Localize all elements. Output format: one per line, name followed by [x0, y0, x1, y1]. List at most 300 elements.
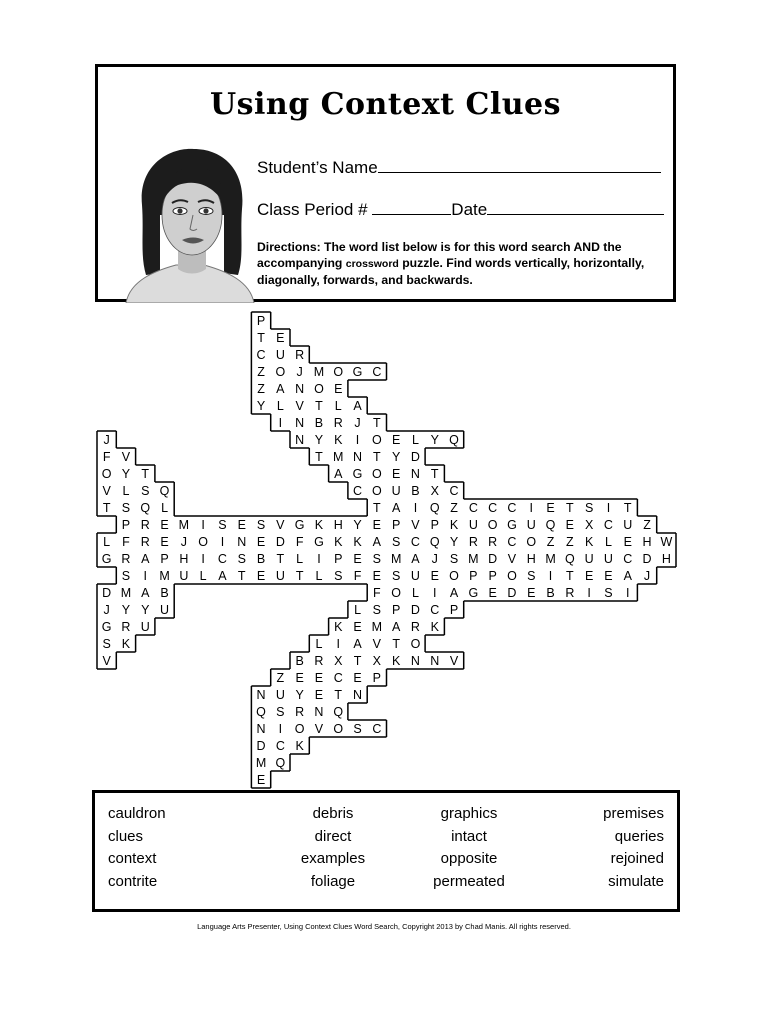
grid-letter[interactable]: L	[199, 569, 207, 583]
grid-letter[interactable]: F	[102, 450, 111, 464]
grid-letter[interactable]: G	[352, 365, 363, 379]
grid-letter[interactable]: F	[295, 535, 304, 549]
grid-letter[interactable]: S	[121, 569, 131, 583]
grid-letter[interactable]: R	[295, 705, 305, 719]
word-item: opposite	[440, 850, 498, 867]
grid-letter[interactable]: S	[449, 552, 459, 566]
grid-letter[interactable]: I	[143, 569, 147, 583]
grid-letter[interactable]: Q	[275, 756, 286, 770]
grid-letter[interactable]: E	[256, 773, 266, 787]
grid-letter[interactable]: E	[353, 552, 362, 566]
grid-letter[interactable]: M	[178, 518, 190, 532]
grid-letter[interactable]: H	[333, 518, 343, 532]
grid-letter[interactable]: S	[391, 569, 401, 583]
grid-letter[interactable]: J	[103, 603, 110, 617]
grid-letter[interactable]: Z	[643, 518, 651, 532]
grid-letter[interactable]: E	[372, 518, 382, 532]
grid-letter[interactable]: E	[391, 467, 401, 481]
grid-letter[interactable]: D	[410, 450, 420, 464]
grid-letter[interactable]: S	[256, 518, 266, 532]
grid-letter[interactable]: N	[295, 433, 305, 447]
grid-letter[interactable]: Y	[391, 450, 401, 464]
grid-letter[interactable]: Y	[314, 433, 324, 447]
grid-letter[interactable]: A	[391, 501, 401, 515]
grid-letter[interactable]: Z	[276, 671, 285, 685]
grid-letter[interactable]: V	[121, 450, 131, 464]
grid-letter[interactable]: L	[122, 484, 130, 498]
grid-letter[interactable]: Y	[449, 535, 459, 549]
grid-letter[interactable]: B	[295, 654, 304, 668]
grid-letter[interactable]: S	[604, 586, 613, 600]
grid-letter[interactable]: C	[430, 603, 440, 617]
grid-letter[interactable]: V	[411, 518, 420, 532]
grid-letter[interactable]: G	[468, 586, 479, 600]
grid-letter[interactable]: R	[121, 552, 131, 566]
grid-letter[interactable]: J	[354, 416, 361, 430]
grid-letter[interactable]: Z	[450, 501, 458, 515]
grid-letter[interactable]: L	[411, 433, 419, 447]
grid-letter[interactable]: D	[102, 586, 112, 600]
grid-letter[interactable]: L	[161, 501, 169, 515]
grid-letter[interactable]: T	[141, 467, 150, 481]
grid-letter[interactable]: J	[296, 365, 303, 379]
grid-letter[interactable]: T	[566, 501, 574, 515]
grid-letter[interactable]: G	[352, 467, 363, 481]
grid-letter[interactable]: O	[294, 722, 305, 736]
grid-letter[interactable]: C	[256, 348, 266, 362]
grid-letter[interactable]: G	[314, 535, 324, 549]
grid-letter[interactable]: U	[275, 688, 285, 702]
grid-letter[interactable]: F	[122, 535, 130, 549]
grid-letter[interactable]: S	[372, 552, 382, 566]
grid-letter[interactable]: U	[584, 552, 594, 566]
grid-letter[interactable]: C	[449, 484, 459, 498]
grid-letter[interactable]: D	[410, 603, 420, 617]
grid-letter[interactable]: O	[371, 433, 382, 447]
class-period-label: Class Period #	[257, 200, 368, 219]
grid-letter[interactable]: E	[314, 688, 324, 702]
grid-letter[interactable]: N	[353, 450, 363, 464]
grid-letter[interactable]: C	[468, 501, 478, 515]
grid-letter[interactable]: A	[623, 569, 632, 583]
grid-letter[interactable]: A	[372, 535, 382, 549]
grid-letter[interactable]: A	[353, 399, 362, 413]
grid-letter[interactable]: E	[276, 331, 285, 345]
grid-letter[interactable]: T	[295, 569, 304, 583]
grid-letter[interactable]: P	[160, 552, 169, 566]
grid-letter[interactable]: V	[372, 637, 382, 651]
grid-letter[interactable]: I	[355, 433, 360, 447]
grid-letter[interactable]: P	[334, 552, 343, 566]
grid-letter[interactable]: E	[527, 586, 536, 600]
grid-letter[interactable]: S	[372, 603, 382, 617]
grid-letter[interactable]: N	[237, 535, 247, 549]
grid-letter[interactable]: I	[336, 637, 340, 651]
grid-letter[interactable]: V	[314, 722, 324, 736]
grid-letter[interactable]: Q	[564, 552, 575, 566]
grid-letter[interactable]: U	[179, 569, 189, 583]
grid-letter[interactable]: K	[449, 518, 459, 532]
grid-letter[interactable]: D	[642, 552, 652, 566]
grid-letter[interactable]: P	[469, 569, 478, 583]
grid-letter[interactable]: R	[488, 535, 498, 549]
grid-letter[interactable]: U	[623, 518, 633, 532]
grid-letter[interactable]: Y	[121, 467, 131, 481]
grid-letter[interactable]: E	[334, 382, 343, 396]
grid-letter[interactable]: Z	[546, 535, 555, 549]
grid-letter[interactable]: D	[275, 535, 285, 549]
grid-letter[interactable]: S	[584, 501, 594, 515]
grid-letter[interactable]: L	[296, 552, 304, 566]
grid-letter[interactable]: N	[256, 688, 266, 702]
grid-letter[interactable]: Q	[449, 433, 459, 447]
grid-letter[interactable]: L	[334, 399, 342, 413]
grid-letter[interactable]: D	[488, 552, 498, 566]
grid-letter[interactable]: E	[565, 518, 575, 532]
grid-letter[interactable]: M	[468, 552, 479, 566]
grid-letter[interactable]: P	[121, 518, 131, 532]
grid-letter[interactable]: U	[275, 569, 285, 583]
grid-letter[interactable]: C	[488, 501, 498, 515]
word-item: cauldron	[108, 805, 166, 822]
grid-letter[interactable]: O	[410, 637, 421, 651]
grid-letter[interactable]: U	[468, 518, 478, 532]
grid-letter[interactable]: E	[391, 433, 401, 447]
grid-letter[interactable]: H	[526, 552, 536, 566]
grid-letter[interactable]: N	[410, 654, 420, 668]
grid-letter[interactable]: K	[334, 535, 343, 549]
grid-letter[interactable]: A	[411, 552, 420, 566]
grid-letter[interactable]: O	[449, 569, 459, 583]
grid-letter[interactable]: I	[413, 501, 418, 515]
grid-letter[interactable]: B	[314, 416, 324, 430]
grid-letter[interactable]: I	[317, 552, 321, 566]
grid-letter[interactable]: C	[372, 722, 382, 736]
grid-letter[interactable]: B	[411, 484, 420, 498]
grid-letter[interactable]: L	[315, 569, 323, 583]
grid-letter[interactable]: T	[566, 569, 574, 583]
grid-letter[interactable]: T	[353, 654, 362, 668]
grid-letter[interactable]: U	[275, 348, 285, 362]
grid-letter[interactable]: Z	[257, 365, 265, 379]
grid-letter[interactable]: K	[295, 739, 304, 753]
grid-letter[interactable]: O	[526, 535, 537, 549]
grid-letter[interactable]: I	[606, 501, 611, 515]
grid-letter[interactable]: I	[278, 416, 283, 430]
grid-letter[interactable]: P	[256, 314, 266, 328]
grid-letter[interactable]: N	[353, 688, 363, 702]
grid-letter[interactable]: E	[546, 501, 555, 515]
grid-letter[interactable]: J	[180, 535, 187, 549]
grid-letter[interactable]: Q	[333, 705, 344, 719]
grid-letter[interactable]: Q	[545, 518, 556, 532]
grid-letter[interactable]: P	[430, 518, 439, 532]
grid-letter[interactable]: P	[391, 518, 401, 532]
grid-letter[interactable]: T	[102, 501, 111, 515]
grid-letter[interactable]: R	[565, 586, 575, 600]
grid-letter[interactable]: K	[121, 637, 131, 651]
word-item: simulate	[608, 872, 664, 890]
grid-letter[interactable]: K	[314, 518, 324, 532]
grid-letter[interactable]: Q	[256, 705, 266, 719]
grid-letter[interactable]: T	[430, 467, 439, 481]
grid-letter[interactable]: Y	[430, 433, 439, 447]
grid-letter[interactable]: O	[487, 518, 498, 532]
word-item: examples	[300, 850, 366, 867]
grid-letter[interactable]: X	[584, 518, 594, 532]
grid-letter[interactable]: I	[433, 586, 437, 600]
grid-letter[interactable]: E	[604, 569, 613, 583]
grid-letter[interactable]: O	[314, 382, 324, 396]
grid-letter[interactable]: G	[101, 620, 112, 634]
grid-letter[interactable]: I	[201, 518, 205, 532]
grid-letter[interactable]: I	[220, 535, 225, 549]
grid-letter[interactable]: Q	[159, 484, 170, 498]
grid-letter[interactable]: C	[275, 739, 285, 753]
copyright-footer: Language Arts Presenter, Using Context Clues Word Search, Copyright 2013 by Chad Manis. All rights reserved.	[197, 922, 571, 931]
grid-letter[interactable]: L	[315, 637, 323, 651]
grid-letter[interactable]: Y	[256, 399, 266, 413]
grid-letter[interactable]: I	[626, 586, 630, 600]
grid-letter[interactable]: T	[334, 688, 343, 702]
grid-letter[interactable]: O	[507, 569, 517, 583]
grid-letter[interactable]: Z	[566, 535, 574, 549]
grid-letter[interactable]: R	[468, 535, 478, 549]
grid-letter[interactable]: O	[198, 535, 209, 549]
grid-letter[interactable]: L	[276, 399, 284, 413]
grid-letter[interactable]: T	[623, 501, 632, 515]
grid-letter[interactable]: Q	[429, 535, 440, 549]
grid-letter[interactable]: U	[410, 569, 420, 583]
grid-letter[interactable]: G	[507, 518, 517, 532]
grid-letter[interactable]: N	[430, 654, 440, 668]
grid-letter[interactable]: J	[643, 569, 651, 583]
grid-letter[interactable]: Y	[353, 518, 362, 532]
grid-letter[interactable]: R	[140, 518, 150, 532]
grid-letter[interactable]: O	[275, 365, 286, 379]
grid-letter[interactable]: A	[218, 569, 227, 583]
grid-letter[interactable]: E	[623, 535, 632, 549]
grid-letter[interactable]: R	[333, 416, 343, 430]
grid-letter[interactable]: H	[179, 552, 189, 566]
grid-letter[interactable]: T	[373, 501, 381, 515]
grid-letter[interactable]: M	[371, 620, 383, 634]
grid-letter[interactable]: P	[391, 603, 401, 617]
grid-letter[interactable]: Y	[295, 688, 304, 702]
grid-letter[interactable]: A	[353, 637, 362, 651]
grid-letter[interactable]: V	[102, 654, 111, 668]
grid-letter[interactable]: H	[661, 552, 671, 566]
word-item: direct	[314, 827, 352, 845]
grid-letter[interactable]: I	[587, 586, 591, 600]
grid-letter[interactable]: W	[660, 535, 673, 549]
grid-letter[interactable]: I	[529, 501, 533, 515]
grid-letter[interactable]: E	[256, 569, 266, 583]
grid-letter[interactable]: T	[315, 450, 323, 464]
grid-letter[interactable]: K	[334, 433, 343, 447]
grid-letter[interactable]: E	[314, 671, 324, 685]
grid-letter[interactable]: M	[255, 756, 267, 770]
grid-letter[interactable]: O	[391, 586, 402, 600]
grid-letter[interactable]: D	[507, 586, 517, 600]
grid-letter[interactable]: N	[295, 382, 305, 396]
grid-letter[interactable]: U	[526, 518, 536, 532]
grid-letter[interactable]: X	[334, 654, 343, 668]
grid-letter[interactable]: C	[623, 552, 633, 566]
grid-letter[interactable]: N	[314, 705, 324, 719]
grid-letter[interactable]: E	[237, 518, 246, 532]
grid-letter[interactable]: N	[256, 722, 266, 736]
grid-letter[interactable]: V	[507, 552, 517, 566]
grid-letter[interactable]: Y	[141, 603, 150, 617]
grid-letter[interactable]: S	[276, 705, 285, 719]
grid-letter[interactable]: S	[334, 569, 343, 583]
grid-letter[interactable]: E	[160, 535, 169, 549]
grid-letter[interactable]: S	[237, 552, 246, 566]
grid-letter[interactable]: C	[410, 535, 420, 549]
grid-letter[interactable]: R	[410, 620, 420, 634]
student-name-label: Student’s Name	[257, 158, 378, 177]
grid-letter[interactable]: E	[160, 518, 169, 532]
grid-letter[interactable]: K	[391, 654, 401, 668]
grid-letter[interactable]: P	[449, 603, 459, 617]
grid-letter[interactable]: M	[120, 586, 132, 600]
grid-letter[interactable]: B	[546, 586, 555, 600]
grid-letter[interactable]: T	[315, 399, 323, 413]
grid-letter[interactable]: E	[256, 535, 266, 549]
grid-letter[interactable]: J	[431, 552, 438, 566]
grid-letter[interactable]: V	[276, 518, 285, 532]
grid-letter[interactable]: A	[391, 620, 401, 634]
grid-letter[interactable]: S	[527, 569, 536, 583]
grid-letter[interactable]: F	[373, 586, 381, 600]
grid-letter[interactable]: U	[391, 484, 401, 498]
grid-letter[interactable]: G	[101, 552, 112, 566]
grid-letter[interactable]: Z	[257, 382, 265, 396]
grid-letter[interactable]: V	[449, 654, 459, 668]
grid-letter[interactable]: U	[160, 603, 170, 617]
grid-letter[interactable]: T	[237, 569, 246, 583]
grid-letter[interactable]: O	[101, 467, 112, 481]
grid-letter[interactable]: C	[333, 671, 343, 685]
grid-letter[interactable]: D	[256, 739, 266, 753]
grid-letter[interactable]: Q	[429, 501, 440, 515]
grid-letter[interactable]: A	[449, 586, 459, 600]
grid-letter[interactable]: P	[488, 569, 497, 583]
grid-letter[interactable]: M	[545, 552, 556, 566]
grid-letter[interactable]: O	[371, 467, 382, 481]
grid-letter[interactable]: K	[353, 535, 362, 549]
grid-letter[interactable]: K	[430, 620, 439, 634]
grid-letter[interactable]: A	[141, 586, 150, 600]
grid-letter[interactable]: L	[103, 535, 111, 549]
grid-letter[interactable]: T	[373, 416, 381, 430]
grid-letter[interactable]: E	[353, 671, 362, 685]
grid-letter[interactable]: N	[295, 416, 305, 430]
grid-letter[interactable]: C	[507, 535, 517, 549]
grid-letter[interactable]: A	[141, 552, 150, 566]
grid-letter[interactable]: X	[372, 654, 382, 668]
grid-letter[interactable]: C	[372, 365, 382, 379]
grid-letter[interactable]: N	[410, 467, 420, 481]
grid-letter[interactable]: B	[160, 586, 169, 600]
grid-letter[interactable]: E	[430, 569, 439, 583]
word-list-column-1	[108, 803, 166, 893]
grid-letter[interactable]: E	[295, 671, 304, 685]
grid-letter[interactable]: M	[333, 450, 344, 464]
grid-letter[interactable]: S	[102, 637, 111, 651]
grid-letter[interactable]: S	[121, 501, 131, 515]
grid-letter[interactable]: T	[392, 637, 400, 651]
grid-letter[interactable]: L	[411, 586, 419, 600]
grid-letter[interactable]: T	[373, 450, 381, 464]
grid-letter[interactable]: M	[313, 365, 325, 379]
grid-letter[interactable]: S	[218, 518, 227, 532]
grid-letter[interactable]: R	[295, 348, 305, 362]
grid-letter[interactable]: H	[642, 535, 652, 549]
grid-letter[interactable]: R	[121, 620, 131, 634]
grid-letter[interactable]: J	[103, 433, 110, 447]
grid-letter[interactable]: S	[353, 722, 362, 736]
grid-letter[interactable]: M	[390, 552, 402, 566]
grid-letter[interactable]: E	[488, 586, 497, 600]
grid-letter[interactable]: L	[604, 535, 612, 549]
grid-letter[interactable]: T	[257, 331, 265, 345]
grid-letter[interactable]: O	[333, 365, 344, 379]
grid-letter[interactable]: V	[295, 399, 304, 413]
grid-letter[interactable]: Q	[140, 501, 151, 515]
grid-letter[interactable]: A	[276, 382, 285, 396]
grid-letter[interactable]: I	[201, 552, 205, 566]
word-item: intact	[451, 827, 487, 845]
word-item: queries	[614, 827, 664, 845]
grid-letter[interactable]: Y	[121, 603, 131, 617]
grid-letter[interactable]: S	[391, 535, 401, 549]
grid-letter[interactable]: I	[278, 722, 283, 736]
grid-letter[interactable]: C	[507, 501, 517, 515]
grid-letter[interactable]: I	[548, 569, 553, 583]
grid-letter[interactable]: R	[314, 654, 324, 668]
directions-text: Directions: The word list below is for this word search AND the accompanying crossword puzzle. Find words vertically, horizontally, diagonally, forwards, and backwards.	[257, 240, 645, 287]
grid-letter[interactable]: U	[140, 620, 150, 634]
page-title: Using Context Clues	[209, 87, 562, 122]
grid-letter[interactable]: G	[294, 518, 305, 532]
grid-letter[interactable]: K	[584, 535, 594, 549]
date-label: Date	[451, 200, 488, 219]
grid-letter[interactable]: X	[430, 484, 439, 498]
grid-letter[interactable]: B	[256, 552, 266, 566]
grid-letter[interactable]: R	[140, 535, 150, 549]
grid-letter[interactable]: U	[603, 552, 613, 566]
grid-letter[interactable]: O	[371, 484, 382, 498]
grid-letter[interactable]: T	[276, 552, 285, 566]
grid-letter[interactable]: C	[353, 484, 363, 498]
grid-letter[interactable]: K	[334, 620, 343, 634]
grid-letter[interactable]: C	[603, 518, 613, 532]
grid-letter[interactable]: E	[584, 569, 594, 583]
grid-letter[interactable]: P	[372, 671, 382, 685]
grid-letter[interactable]: C	[217, 552, 227, 566]
grid-letter[interactable]: S	[141, 484, 150, 498]
grid-letter[interactable]: L	[354, 603, 362, 617]
grid-letter[interactable]: M	[159, 569, 170, 583]
grid-letter[interactable]: E	[353, 620, 362, 634]
grid-letter[interactable]: A	[334, 467, 343, 481]
grid-letter[interactable]: F	[353, 569, 362, 583]
grid-letter[interactable]: O	[333, 722, 344, 736]
grid-letter[interactable]: E	[372, 569, 382, 583]
grid-letter[interactable]: V	[102, 484, 111, 498]
